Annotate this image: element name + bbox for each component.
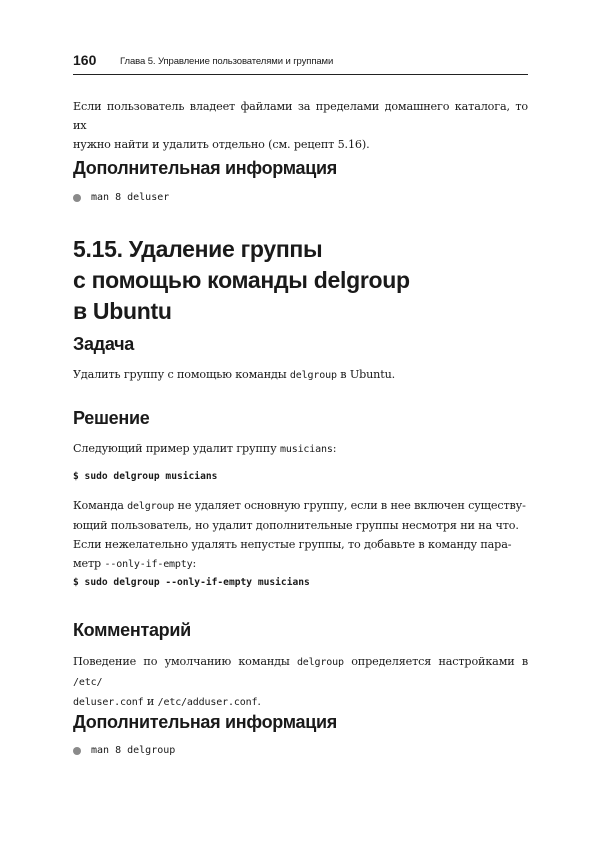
- section-title-line: в Ubuntu: [73, 298, 172, 324]
- see-also-item: [73, 745, 528, 756]
- solution-line: [73, 496, 528, 516]
- solution-line: [73, 554, 528, 574]
- solution-line: Если нежелательно удалять непустые группы, то добавьте в команду пара-: [73, 538, 512, 551]
- code-block: $ sudo delgroup musicians: [73, 471, 218, 482]
- text-part: определяется настройками в: [343, 655, 528, 668]
- section-title-line: 5.15. Удаление группы: [73, 236, 323, 262]
- section-title-line: с помощью команды delgroup: [73, 267, 410, 293]
- running-header: [73, 50, 528, 75]
- inline-code: /etc/adduser.conf: [157, 697, 258, 708]
- see-also-item-text: man 8 delgroup: [91, 745, 176, 756]
- solution-intro: [73, 439, 528, 459]
- inline-code: delgroup: [289, 370, 337, 381]
- text-part: .: [257, 695, 261, 708]
- intro-line: Если пользователь владеет файлами за пределами домашнего каталога, то их: [73, 100, 528, 132]
- text-part: и: [143, 695, 158, 708]
- inline-code: deluser.conf: [73, 697, 144, 708]
- see-also-heading: Дополнительная информация: [73, 158, 337, 178]
- task-heading: Задача: [73, 334, 134, 354]
- inline-code: --only-if-empty: [104, 559, 193, 570]
- see-also-item: [73, 192, 528, 203]
- see-also-item-text: man 8 deluser: [91, 192, 170, 203]
- section-title: [73, 234, 528, 327]
- inline-code: /etc/: [73, 677, 103, 688]
- intro-paragraph: [73, 97, 528, 154]
- text-part: метр: [73, 557, 105, 570]
- inline-code: delgroup: [296, 657, 344, 668]
- solution-intro-part: Следующий пример удалит группу: [73, 442, 280, 455]
- text-part: не удаляет основную группу, если в нее включен существу-: [174, 499, 526, 512]
- solution-line: ющий пользователь, но удалит дополнительные группы несмотря ни на что.: [73, 519, 519, 532]
- comment-line: [73, 692, 528, 712]
- comment-heading: Комментарий: [73, 620, 191, 640]
- task-text: [73, 365, 528, 385]
- solution-paragraph: [73, 496, 528, 574]
- comment-line: [73, 652, 528, 692]
- code-block: $ sudo delgroup --only-if-empty musicians: [73, 577, 310, 588]
- intro-line: нужно найти и удалить отдельно (см. рецепт 5.16).: [73, 138, 370, 151]
- text-part: :: [192, 557, 197, 570]
- solution-heading: Решение: [73, 408, 150, 428]
- inline-code: delgroup: [127, 501, 175, 512]
- task-text-part: в Ubuntu.: [336, 368, 396, 381]
- page-number: 160: [73, 52, 97, 68]
- bullet-icon: [73, 194, 81, 202]
- solution-intro-part: :: [332, 442, 337, 455]
- text-part: Поведение по умолчанию команды: [73, 655, 297, 668]
- chapter-title: Глава 5. Управление пользователями и группами: [120, 56, 334, 67]
- bullet-icon: [73, 747, 81, 755]
- task-text-part: Удалить группу с помощью команды: [73, 368, 290, 381]
- comment-paragraph: [73, 652, 528, 712]
- see-also-heading: Дополнительная информация: [73, 712, 337, 732]
- text-part: Команда: [73, 499, 128, 512]
- inline-code: musicians: [279, 444, 333, 455]
